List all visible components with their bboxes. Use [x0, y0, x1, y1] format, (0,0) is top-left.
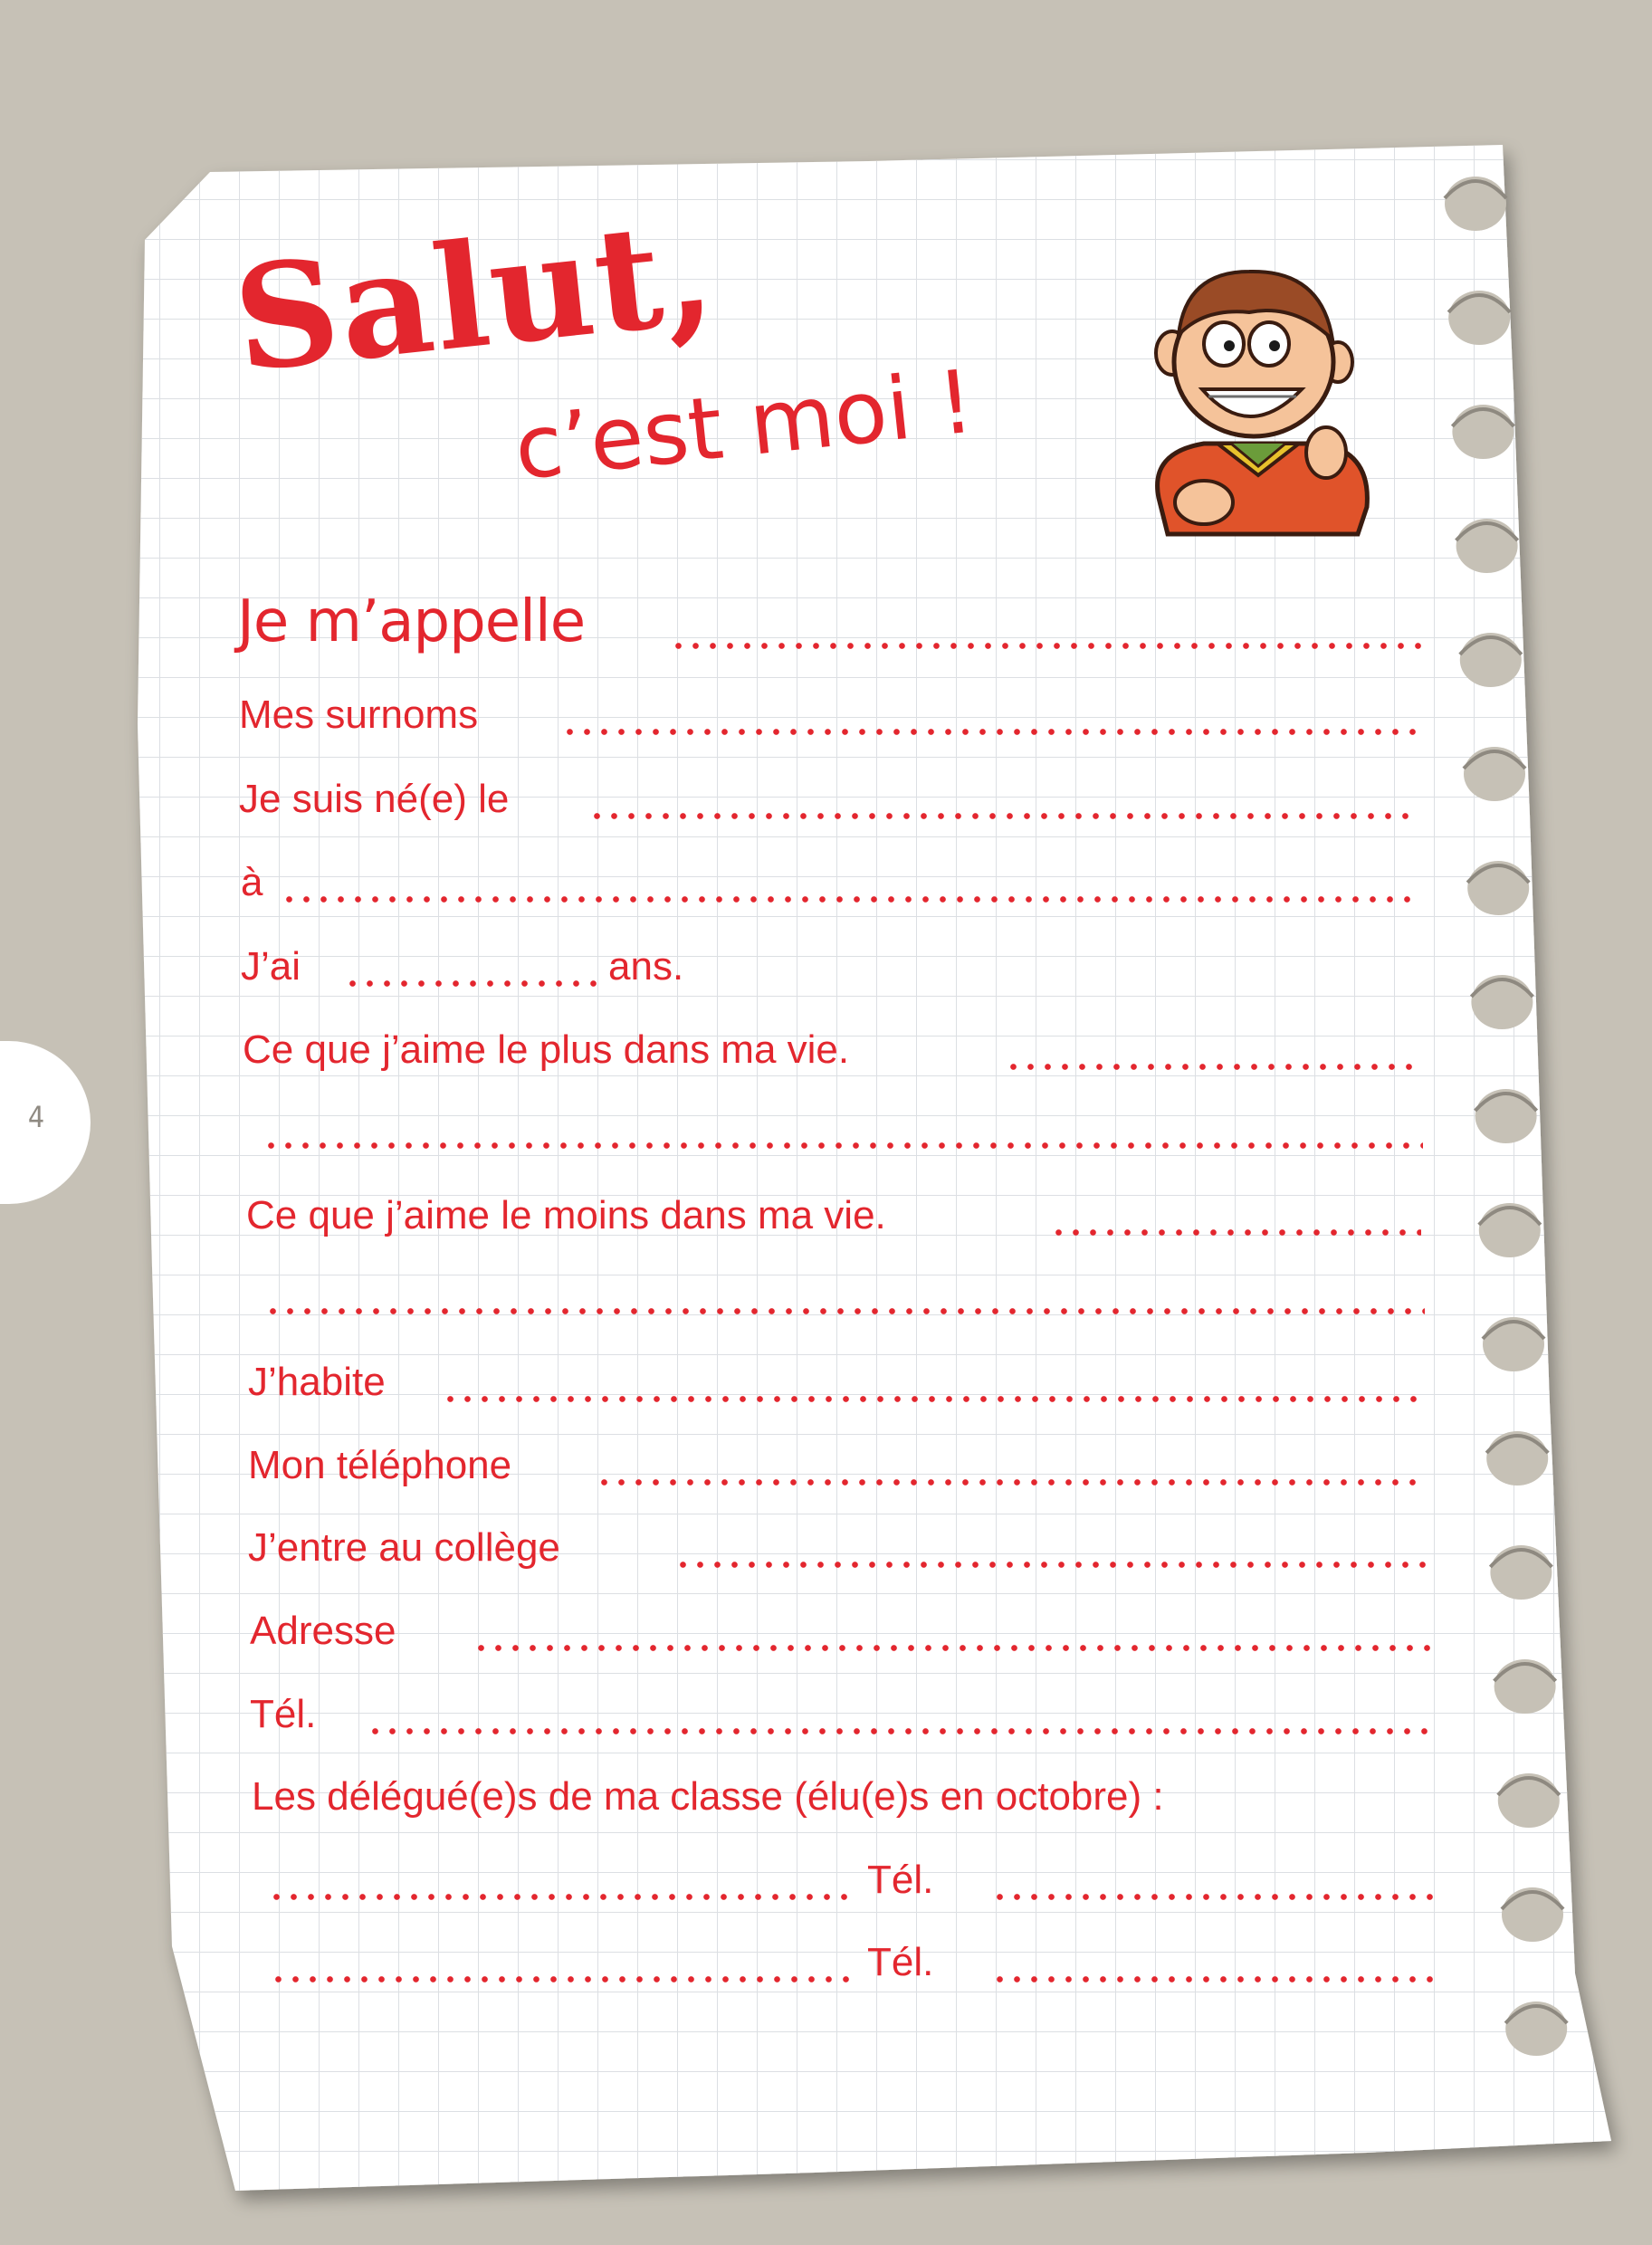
binding-hole: [1490, 1545, 1552, 1600]
form-label-phone: Mon téléphone: [248, 1443, 512, 1487]
form-label-birth-place: à: [241, 860, 263, 904]
form-field-school-phone[interactable]: [367, 1728, 1431, 1734]
form-field-delegate-2-name[interactable]: [270, 1976, 849, 1982]
form-label-school-address: Adresse: [250, 1609, 396, 1653]
form-field-birth-date[interactable]: [588, 813, 1419, 819]
binding-hole: [1456, 519, 1518, 573]
form-field-likes-least-line-2[interactable]: [264, 1308, 1425, 1314]
form-label-likes-least: Ce que j’aime le moins dans ma vie.: [246, 1193, 886, 1237]
form-label-delegates: Les délégué(e)s de ma classe (élu(e)s en octobre) :: [252, 1774, 1164, 1819]
form-label-school-phone: Tél.: [250, 1692, 317, 1736]
title-line-1: Salut,: [226, 187, 723, 405]
form-field-delegate-1-name[interactable]: [268, 1894, 847, 1900]
binding-hole: [1486, 1431, 1548, 1486]
form-field-age[interactable]: [344, 980, 597, 987]
form-field-delegate-2-phone[interactable]: [991, 1976, 1435, 1982]
binding-hole: [1464, 747, 1525, 801]
binding-hole: [1479, 1203, 1541, 1257]
form-label-nicknames: Mes surnoms: [239, 693, 479, 737]
form-label-delegate-1-phone: Tél.: [867, 1858, 934, 1902]
form-label-likes-most: Ce que j’aime le plus dans ma vie.: [243, 1027, 850, 1072]
binding-hole: [1471, 975, 1533, 1029]
form-label-delegate-2-phone: Tél.: [867, 1940, 934, 1984]
form-field-likes-most[interactable]: [1005, 1064, 1421, 1070]
binding-hole: [1452, 405, 1514, 459]
form-field-delegate-1-phone[interactable]: [991, 1894, 1433, 1900]
form-field-birth-place[interactable]: [281, 896, 1421, 903]
binding-hole: [1475, 1089, 1537, 1143]
binding-hole: [1483, 1317, 1544, 1371]
binding-hole: [1494, 1659, 1556, 1714]
page-number: 4: [27, 1100, 45, 1134]
form-label-address-home: J’habite: [248, 1360, 386, 1404]
binding-hole: [1502, 1887, 1563, 1942]
binding-hole: [1498, 1773, 1560, 1828]
binding-hole: [1505, 2001, 1567, 2056]
form-label-school: J’entre au collège: [248, 1525, 560, 1570]
form-field-likes-most-line-2[interactable]: [263, 1142, 1423, 1149]
binding-hole: [1448, 291, 1510, 345]
form-field-phone[interactable]: [596, 1479, 1427, 1486]
form-label-birth-date: Je suis né(e) le: [239, 777, 510, 821]
form-field-nicknames[interactable]: [561, 729, 1417, 735]
title-line-2: c’est moi !: [510, 350, 979, 500]
binding-hole: [1460, 633, 1522, 687]
binding-hole: [1445, 177, 1506, 231]
form-field-address-home[interactable]: [442, 1396, 1425, 1402]
form-label-age: J’ai: [241, 944, 301, 989]
form-field-name[interactable]: [670, 643, 1421, 649]
form-field-school[interactable]: [674, 1562, 1428, 1568]
form-label-age-unit: ans.: [608, 944, 684, 989]
form-label-name: Je m’appelle: [237, 588, 586, 655]
form-field-likes-least[interactable]: [1050, 1229, 1421, 1236]
form-field-school-address[interactable]: [473, 1645, 1430, 1651]
binding-hole: [1467, 861, 1529, 915]
